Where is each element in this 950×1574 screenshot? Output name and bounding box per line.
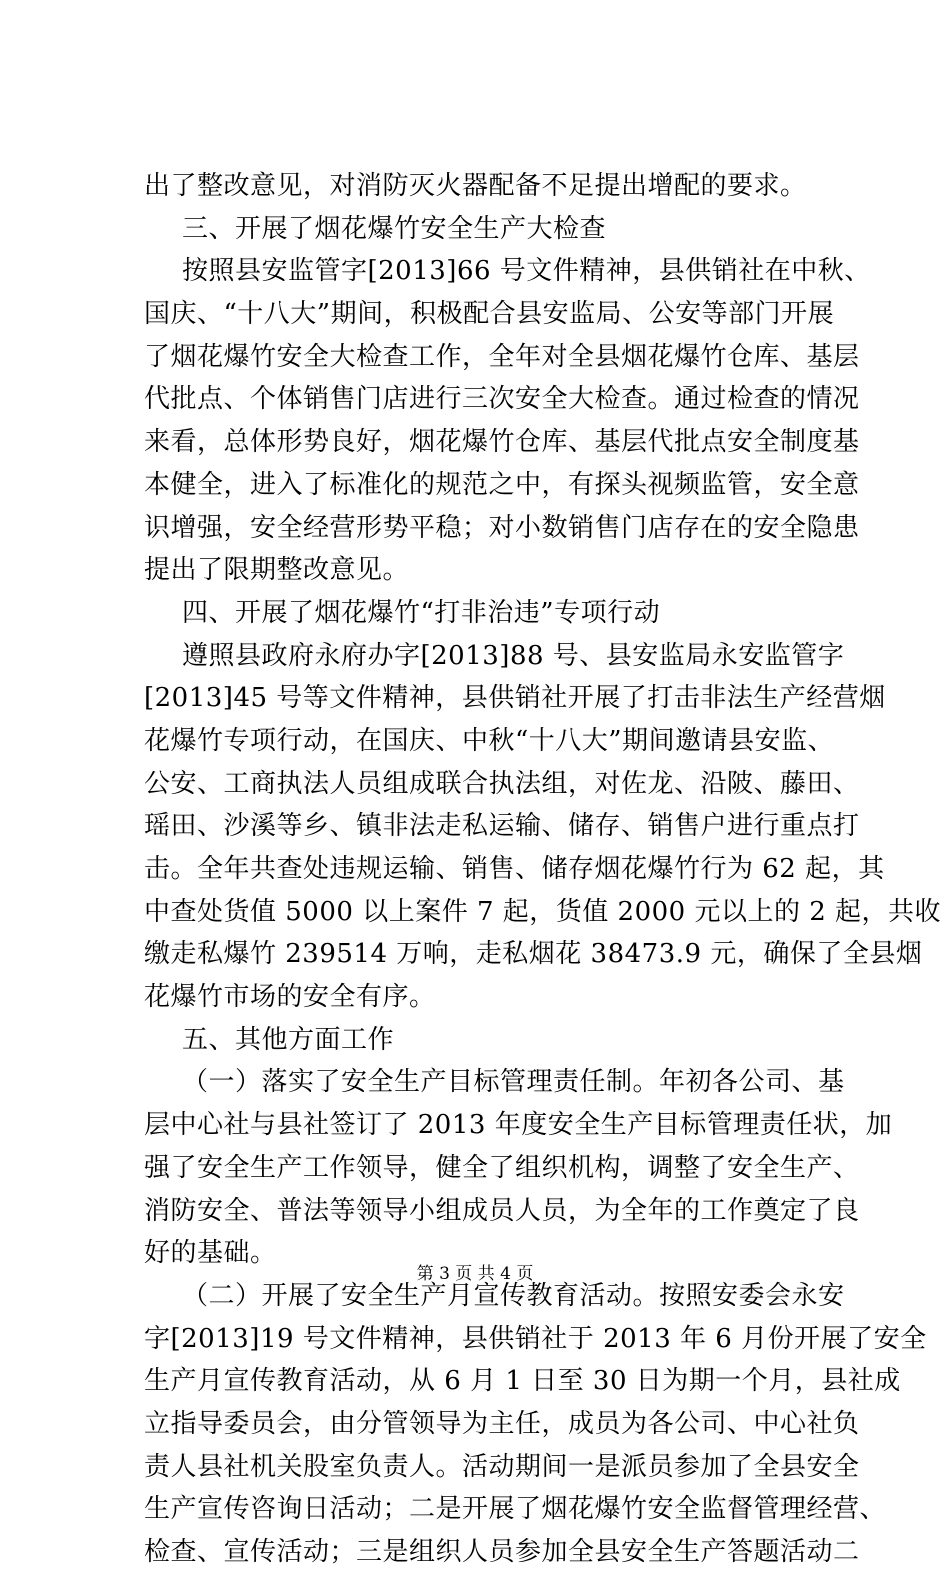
text-line: 按照县安监管字[2013]66 号文件精神，县供销社在中秋、 xyxy=(182,256,871,287)
text-line: 瑶田、沙溪等乡、镇非法走私运输、储存、销售户进行重点打 xyxy=(144,811,860,842)
text-line: 三、开展了烟花爆竹安全生产大检查 xyxy=(182,213,607,244)
text-line: 缴走私爆竹 239514 万响，走私烟花 38473.9 元，确保了全县烟 xyxy=(144,939,923,970)
text-line: 责人县社机关股室负责人。活动期间一是派员参加了全县安全 xyxy=(144,1451,860,1482)
text-line: 层中心社与县社签订了 2013 年度安全生产目标管理责任状，加 xyxy=(144,1110,893,1141)
text-line: 来看，总体形势良好，烟花爆竹仓库、基层代批点安全制度基 xyxy=(144,427,860,458)
page-number-label: 第 3 页 共 4 页 xyxy=(416,1264,534,1284)
text-line: 本健全，进入了标准化的规范之中，有探头视频监管，安全意 xyxy=(144,469,860,500)
text-line: 花爆竹市场的安全有序。 xyxy=(144,982,436,1013)
text-line: 强了安全生产工作领导，健全了组织机构，调整了安全生产、 xyxy=(144,1152,860,1183)
text-line: 花爆竹专项行动，在国庆、中秋“十八大”期间邀请县安监、 xyxy=(144,725,835,756)
text-line: 中查处货值 5000 以上案件 7 起，货值 2000 元以上的 2 起，共收 xyxy=(144,896,942,927)
text-line: 立指导委员会，由分管领导为主任，成员为各公司、中心社负 xyxy=(144,1408,860,1439)
text-line: 五、其他方面工作 xyxy=(182,1024,395,1055)
document-body xyxy=(144,165,942,1574)
text-line: 生产月宣传教育活动，从 6 月 1 日至 30 日为期一个月，县社成 xyxy=(144,1366,901,1397)
text-line: （一）落实了安全生产目标管理责任制。年初各公司、基 xyxy=(182,1067,845,1098)
text-line: [2013]45 号等文件精神，县供销社开展了打击非法生产经营烟 xyxy=(144,683,886,714)
text-line: 消防安全、普法等领导小组成员人员，为全年的工作奠定了良 xyxy=(144,1195,860,1226)
page-footer xyxy=(0,1259,950,1284)
text-line: 好的基础。 xyxy=(144,1238,277,1269)
text-line: 检查、宣传活动；三是组织人员参加全县安全生产答题活动二 xyxy=(144,1537,860,1567)
text-line: 了烟花爆竹安全大检查工作，全年对全县烟花爆竹仓库、基层 xyxy=(144,341,860,372)
text-line: 生产宣传咨询日活动；二是开展了烟花爆竹安全监督管理经营、 xyxy=(144,1494,887,1525)
text-line: 识增强，安全经营形势平稳；对小数销售门店存在的安全隐患 xyxy=(144,512,860,543)
text-line: 遵照县政府永府办字[2013]88 号、县安监局永安监管字 xyxy=(182,640,845,671)
text-line: 提出了限期整改意见。 xyxy=(144,555,410,586)
text-line: （二）开展了安全生产月宣传教育活动。按照安委会永安 xyxy=(182,1280,845,1311)
text-line: 代批点、个体销售门店进行三次安全大检查。通过检查的情况 xyxy=(144,384,860,415)
text-line: 国庆、“十八大”期间，积极配合县安监局、公安等部门开展 xyxy=(144,299,835,330)
text-line: 公安、工商执法人员组成联合执法组，对佐龙、沿陂、藤田、 xyxy=(144,768,860,799)
text-line: 击。全年共查处违规运输、销售、储存烟花爆竹行为 62 起，其 xyxy=(144,854,885,884)
text-line: 字[2013]19 号文件精神，县供销社于 2013 年 6 月份开展了安全 xyxy=(144,1323,927,1354)
text-line: 出了整改意见，对消防灭火器配备不足提出增配的要求。 xyxy=(144,171,807,201)
text-line: 四、开展了烟花爆竹“打非治违”专项行动 xyxy=(182,597,661,628)
